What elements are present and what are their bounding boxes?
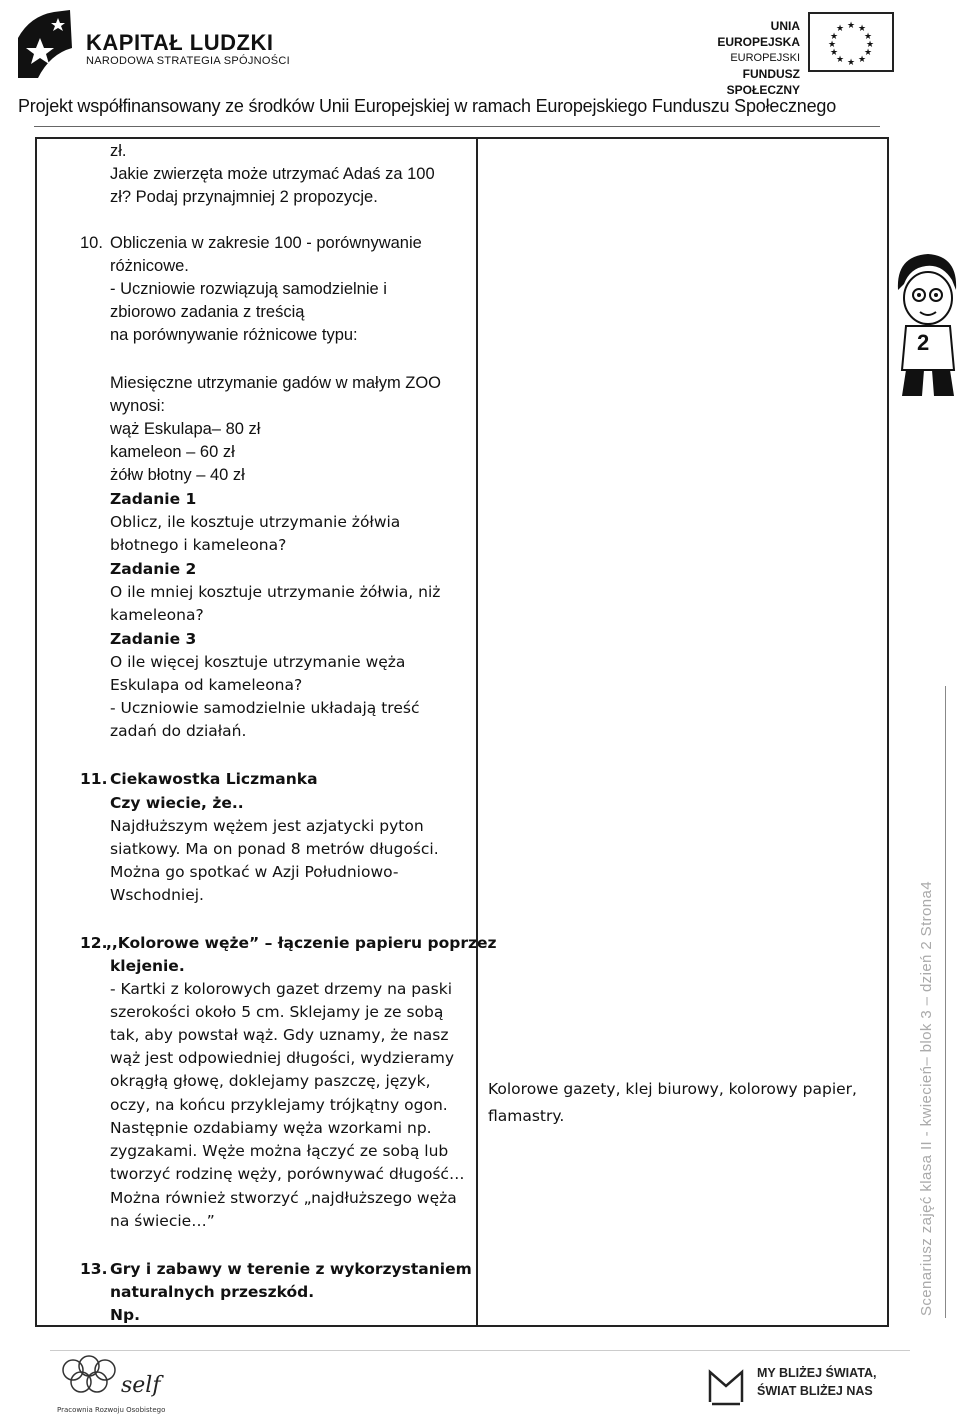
kapital-ludzki-subtitle: NARODOWA STRATEGIA SPÓJNOŚCI <box>86 55 290 67</box>
text-line: zadań do działań. <box>110 722 247 740</box>
text-line: Jakie zwierzęta może utrzymać Adaś za 100 <box>110 165 435 183</box>
text-line: - Uczniowie rozwiązują samodzielnie i <box>110 280 387 298</box>
text-line: Można również stworzyć „najdłuższego węża <box>110 1189 457 1207</box>
text-line: na świecie…” <box>110 1212 215 1230</box>
eu-line-3: FUNDUSZ SPOŁECZNY <box>726 67 800 97</box>
text-line: kameleona? <box>110 606 204 624</box>
task-title: Zadanie 3 <box>110 630 197 648</box>
section-title: Ciekawostka Liczmanka <box>110 770 318 788</box>
text-line: tak, aby powstał wąż. Gdy uznamy, że nasz <box>110 1026 449 1044</box>
text-line: zygzakami. Węże można łączyć ze sobą lub <box>110 1142 449 1160</box>
eu-flag-icon <box>808 12 894 72</box>
text-line: O ile więcej kosztuje utrzymanie węża <box>110 653 406 671</box>
svg-text:★: ★ <box>829 32 839 42</box>
eu-fund-label <box>690 18 800 98</box>
kapital-ludzki-title: KAPITAŁ LUDZKI <box>86 30 274 55</box>
text-line: kameleon – 60 zł <box>110 443 235 461</box>
text-line: zbiorowo zadania z treścią <box>110 303 305 321</box>
section-title: klejenie. <box>110 957 185 975</box>
section-number: 13. <box>80 1260 108 1278</box>
svg-text:★: ★ <box>829 48 839 58</box>
text-line: - Uczniowie samodzielnie układają treść <box>110 699 420 717</box>
footer-divider <box>50 1350 910 1351</box>
column-divider <box>476 137 478 1327</box>
self-logo-text: self <box>121 1373 161 1398</box>
svg-text:★: ★ <box>865 40 875 50</box>
eu-line-1: UNIA EUROPEJSKA <box>717 19 800 49</box>
svg-text:★: ★ <box>857 24 867 34</box>
eu-line-2: EUROPEJSKI <box>730 52 800 64</box>
text-line: na porównywanie różnicowe typu: <box>110 326 358 344</box>
mybliz-line-1: MY BLIŻEJ ŚWIATA, <box>757 1366 877 1380</box>
text-line: Można go spotkać w Azji Południowo- <box>110 863 399 881</box>
section-number: 12. <box>80 934 108 952</box>
text-line: wąż Eskulapa– 80 zł <box>110 420 261 438</box>
svg-text:★: ★ <box>857 55 867 65</box>
text-line: tworzyć rodzinę węży, porównywać długość… <box>110 1165 465 1183</box>
header-divider <box>34 126 880 127</box>
text-line: Eskulapa od kameleona? <box>110 676 303 694</box>
section-title: ,,Kolorowe węże” – łączenie papieru poprzez <box>106 934 497 952</box>
task-title: Zadanie 1 <box>110 490 197 508</box>
svg-text:★: ★ <box>863 32 873 42</box>
text-line: Oblicz, ile kosztuje utrzymanie żółwia <box>110 513 401 531</box>
my-blizej-swiata-text <box>757 1364 876 1400</box>
example-label: Np. <box>110 1306 140 1324</box>
section-title: różnicowe. <box>110 257 189 275</box>
side-divider <box>945 686 946 1318</box>
text-line: błotnego i kameleona? <box>110 536 287 554</box>
section-title: naturalnych przeszkód. <box>110 1283 315 1301</box>
text-line: siatkowy. Ma on ponad 8 metrów długości. <box>110 840 439 858</box>
text-line: Miesięczne utrzymanie gadów w małym ZOO <box>110 374 442 392</box>
svg-text:★: ★ <box>827 40 837 50</box>
text-line: Najdłuższym wężem jest azjatycki pyton <box>110 817 424 835</box>
svg-text:★: ★ <box>835 55 845 65</box>
section-title: Obliczenia w zakresie 100 - porównywanie <box>110 234 422 252</box>
self-caption: Pracownia Rozwoju Osobistego <box>57 1406 165 1414</box>
text-line: O ile mniej kosztuje utrzymanie żółwia, niż <box>110 583 441 601</box>
text-line: oczy, na końcu przyklejamy trójkątny ogon. <box>110 1096 448 1114</box>
svg-text:★: ★ <box>846 58 856 68</box>
section-number: 11. <box>80 770 108 788</box>
liczmanek-mascot-icon <box>892 250 960 400</box>
mybliz-line-2: ŚWIAT BLIŻEJ NAS <box>757 1384 873 1398</box>
text-line: wąż jest odpowiedniej długości, wydzieramy <box>110 1049 455 1067</box>
text-line: szerokości około 5 cm. Sklejamy je ze sobą <box>110 1003 444 1021</box>
materials-line: flamastry. <box>488 1107 565 1125</box>
svg-text:★: ★ <box>863 48 873 58</box>
svg-text:★: ★ <box>835 24 845 34</box>
text-line: okrągłą głowę, doklejamy paszczę, język, <box>110 1072 431 1090</box>
text-line: - Kartki z kolorowych gazet drzemy na paski <box>110 980 453 998</box>
task-title: Zadanie 2 <box>110 560 197 578</box>
text-line: zł. <box>110 142 127 160</box>
section-number: 10. <box>80 234 103 252</box>
self-logo <box>55 1352 165 1417</box>
mascot-number: 2 <box>917 330 930 355</box>
text-line: Następnie ozdabiamy węża wzorkami np. <box>110 1119 432 1137</box>
page-footer-vertical: Scenariusz zajęć klasa II - kwiecień– blok 3 – dzień 2 Strona4 <box>918 880 935 1316</box>
svg-text:★: ★ <box>846 21 856 31</box>
text-line: Wschodniej. <box>110 886 204 904</box>
section-title: Gry i zabawy w terenie z wykorzystaniem <box>110 1260 472 1278</box>
materials-line: Kolorowe gazety, klej biurowy, kolorowy papier, <box>488 1080 857 1098</box>
section-subtitle: Czy wiecie, że.. <box>110 794 244 812</box>
text-line: wynosi: <box>110 397 166 415</box>
project-cofinancing-line: Projekt współfinansowany ze środków Unii Europejskiej w ramach Europejskiego Funduszu Społecznego <box>18 96 837 116</box>
text-line: zł? Podaj przynajmniej 2 propozycje. <box>110 188 378 206</box>
text-line: żółw błotny – 40 zł <box>110 466 245 484</box>
